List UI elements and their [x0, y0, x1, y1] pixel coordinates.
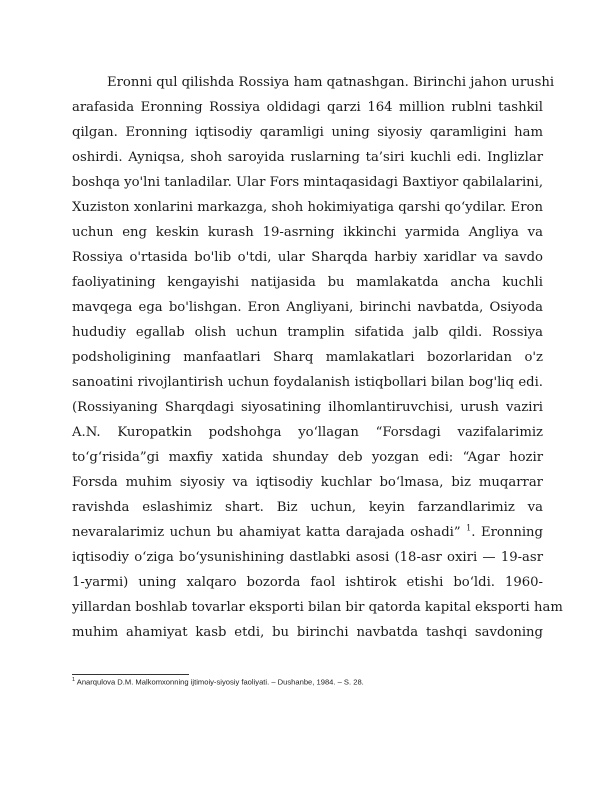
text-line: arafasida Eronning Rossiya oldidagi qarzi 164 million rublni tashkil	[72, 100, 543, 115]
footnote-number: 1	[72, 677, 76, 683]
text-line: iqtisodiy o‘ziga bo‘ysunishining dastlabki asosi (18-asr oxiri — 19-asr	[72, 550, 543, 565]
text-line: Rossiya o'rtasida bo'lib o'tdi, ular Sharqda harbiy xaridlar va savdo	[72, 250, 543, 265]
text-segment: . Eronning	[471, 525, 543, 540]
text-line: boshqa yo'lni tanladilar. Ular Fors mintaqasidagi Baxtiyor qabilalarini,	[72, 175, 544, 190]
footnote-reference[interactable]: 1	[466, 523, 472, 533]
text-line: faoliyatining kengayishi natijasida bu mamlakatda ancha kuchli	[72, 275, 543, 290]
text-line: to‘g‘risida”gi maxfiy xatida shunday deb yozgan edi: “Agar hozir	[72, 450, 543, 465]
text-line: Eronni qul qilishda Rossiya ham qatnashgan. Birinchi jahon urushi	[107, 75, 555, 90]
text-line: Forsda muhim siyosiy va iqtisodiy kuchlar bo‘lmasa, biz muqarrar	[72, 475, 543, 490]
text-segment: nevaralarimiz uchun bu ahamiyat katta darajada oshadi”	[72, 525, 461, 540]
text-line: oshirdi. Ayniqsa, shoh saroyida ruslarning ta’siri kuchli edi. Inglizlar	[72, 150, 543, 165]
text-line: (Rossiyaning Sharqdagi siyosatining ilhomlantiruvchisi, urush vaziri	[72, 400, 543, 415]
text-line: hududiy egallab olish uchun tramplin sifatida jalb qildi. Rossiya	[72, 325, 543, 340]
text-line: A.N. Kuropatkin podshohga yo‘llagan “Forsdagi vazifalarimiz	[72, 425, 543, 440]
text-line: muhim ahamiyat kasb etdi, bu birinchi navbatda tashqi savdoning	[72, 625, 543, 640]
text-line: sanoatini rivojlantirish uchun foydalanish istiqbollari bilan bog'liq edi.	[72, 375, 543, 390]
text-line: uchun eng keskin kurash 19-asrning ikkinchi yarmida Angliya va	[72, 225, 543, 240]
footnote	[72, 677, 364, 687]
text-line: qilgan. Eronning iqtisodiy qaramligi uning siyosiy qaramligini ham	[72, 125, 543, 140]
text-line: mavqega ega bo'lishgan. Eron Angliyani, birinchi navbatda, Osiyoda	[72, 300, 543, 315]
text-line: Xuziston xonlarini markazga, shoh hokimiyatiga qarshi qo‘ydilar. Eron	[72, 200, 543, 215]
text-line: yillardan boshlab tovarlar eksporti bilan bir qatorda kapital eksporti ham	[72, 600, 563, 615]
text-line: podsholigining manfaatlari Sharq mamlakatlari bozorlaridan o'z	[72, 350, 543, 365]
text-line: ravishda eslashimiz shart. Biz uchun, keyin farzandlarimiz va	[72, 500, 543, 515]
text-line: 1-yarmi) uning xalqaro bozorda faol ishtirok etishi bo‘ldi. 1960-	[72, 575, 543, 590]
footnote-separator	[72, 674, 189, 675]
text-line-with-footnote-ref	[72, 525, 543, 541]
footnote-text: Anarqulova D.M. Malkomxonning ijtimoiy-siyosiy faoliyati. – Dushanbe, 1984. – S. 28.	[76, 677, 364, 687]
